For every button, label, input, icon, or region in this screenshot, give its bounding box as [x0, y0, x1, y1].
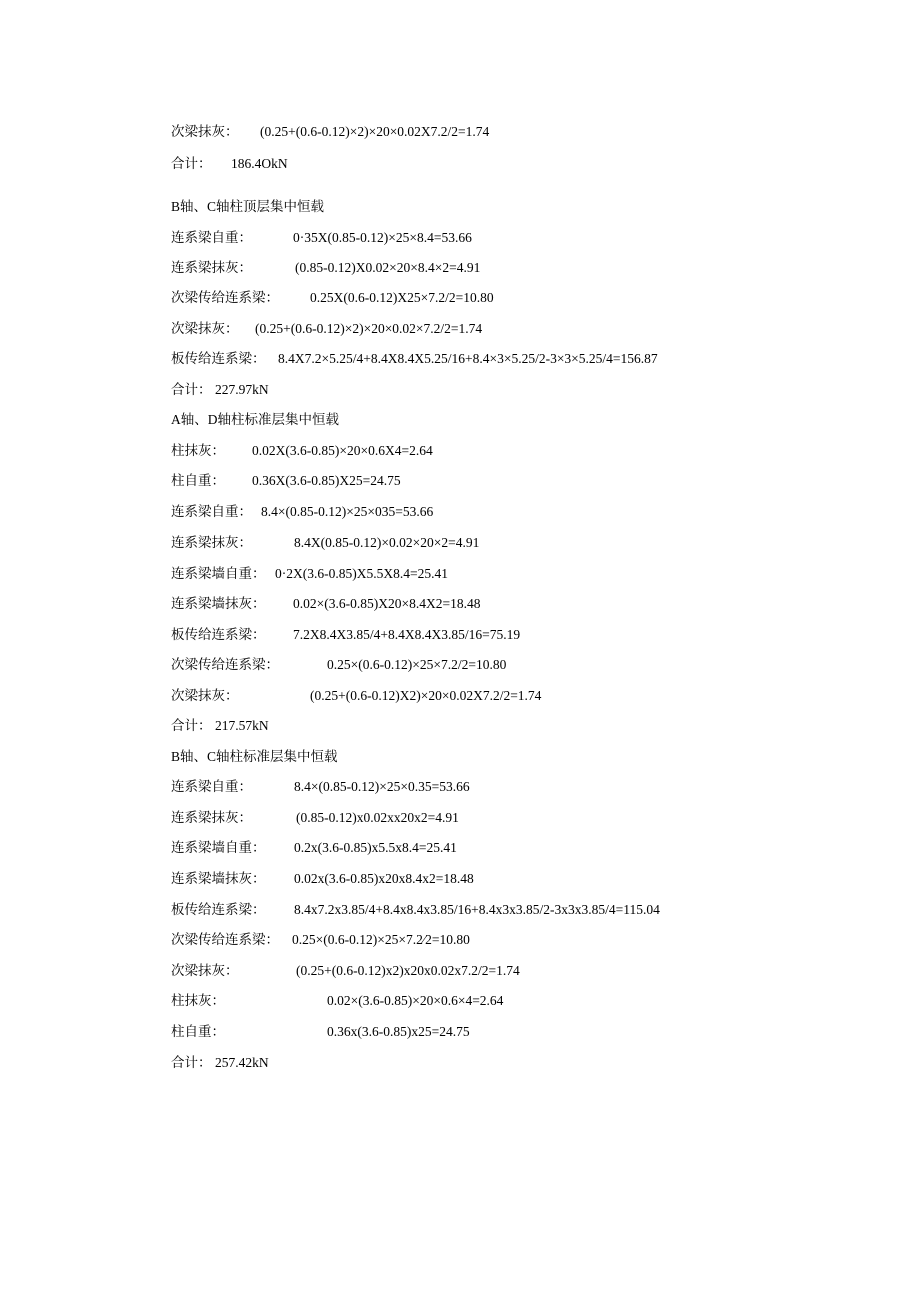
- load-formula: 8.4X7.2×5.25/4+8.4X8.4X5.25/16+8.4×3×5.25/2-3×3×5.25/4=156.87: [278, 351, 658, 366]
- load-formula: (0.25+(0.6-0.12)x2)x20x0.02x7.2/2=1.74: [296, 963, 520, 978]
- load-formula: 0.36X(3.6-0.85)X25=24.75: [252, 473, 401, 488]
- total-value: 186.4OkN: [231, 156, 288, 171]
- load-row: [171, 627, 520, 643]
- load-label: 连系梁自重：: [171, 779, 252, 794]
- load-label: 柱自重：: [171, 1024, 225, 1039]
- load-row: [171, 443, 433, 459]
- load-row: [171, 124, 489, 140]
- load-row: [171, 290, 494, 306]
- load-row: [171, 993, 503, 1009]
- load-row: [171, 566, 448, 582]
- load-row: [171, 535, 479, 551]
- load-label: 柱自重：: [171, 473, 225, 488]
- section-heading-bc-standard: [171, 749, 338, 765]
- load-formula: 8.4X(0.85-0.12)×0.02×20×2=4.91: [294, 535, 480, 550]
- total-label: 合计：: [171, 156, 212, 171]
- load-label: 连系梁墙自重：: [171, 840, 266, 855]
- load-label: 连系梁墙抹灰：: [171, 871, 266, 886]
- load-label: 连系梁抹灰：: [171, 810, 252, 825]
- load-row: [171, 260, 480, 276]
- load-formula: 0.25×(0.6-0.12)×25×7.2/2=10.80: [327, 657, 507, 672]
- load-label: 次梁传给连系梁：: [171, 657, 279, 672]
- load-formula: 0·35X(0.85-0.12)×25×8.4=53.66: [293, 230, 472, 245]
- load-row: [171, 688, 541, 704]
- load-formula: (0.25+(0.6-0.12)×2)×20×0.02X7.2/2=1.74: [260, 124, 490, 139]
- load-label: 连系梁自重：: [171, 230, 252, 245]
- load-row: [171, 871, 474, 887]
- total-value: 227.97kN: [215, 382, 269, 397]
- load-total-row: [171, 156, 288, 172]
- load-label: 次梁传给连系梁：: [171, 290, 279, 305]
- load-row: [171, 779, 470, 795]
- load-formula: 0.02x(3.6-0.85)x20x8.4x2=18.48: [294, 871, 474, 886]
- load-label: 次梁抹灰：: [171, 963, 239, 978]
- load-row: [171, 902, 660, 918]
- load-formula: 8.4×(0.85-0.12)×25×0.35=53.66: [294, 779, 470, 794]
- section-heading-ad-standard: [171, 412, 339, 428]
- load-row: [171, 1024, 470, 1040]
- section-heading-bc-top: [171, 199, 324, 215]
- load-row: [171, 840, 457, 856]
- load-formula: 0.2x(3.6-0.85)x5.5x8.4=25.41: [294, 840, 457, 855]
- load-label: 次梁抹灰：: [171, 321, 239, 336]
- load-row: [171, 504, 433, 520]
- load-formula: (0.25+(0.6-0.12)X2)×20×0.02X7.2/2=1.74: [310, 688, 542, 703]
- load-row: [171, 351, 658, 367]
- total-label: 合计：: [171, 718, 212, 733]
- load-label: 连系梁墙抹灰：: [171, 596, 266, 611]
- load-label: 次梁传给连系梁：: [171, 932, 279, 947]
- load-formula: 8.4x7.2x3.85/4+8.4x8.4x3.85/16+8.4x3x3.85/2-3x3x3.85/4=115.04: [294, 902, 660, 917]
- load-label: 连系梁抹灰：: [171, 535, 252, 550]
- load-total-row: [171, 718, 269, 734]
- load-formula: 7.2X8.4X3.85/4+8.4X8.4X3.85/16=75.19: [293, 627, 521, 642]
- load-row: [171, 932, 470, 948]
- load-formula: 0.02X(3.6-0.85)×20×0.6X4=2.64: [252, 443, 433, 458]
- load-row: [171, 473, 401, 489]
- load-formula: 0.36x(3.6-0.85)x25=24.75: [327, 1024, 470, 1039]
- load-row: [171, 810, 459, 826]
- load-row: [171, 321, 482, 337]
- total-value: 217.57kN: [215, 718, 269, 733]
- load-row: [171, 596, 480, 612]
- load-formula: (0.25+(0.6-0.12)×2)×20×0.02×7.2/2=1.74: [255, 321, 483, 336]
- total-label: 合计：: [171, 1055, 212, 1070]
- load-label: 连系梁抹灰：: [171, 260, 252, 275]
- load-formula: 0.02×(3.6-0.85)×20×0.6×4=2.64: [327, 993, 504, 1008]
- load-label: 次梁抹灰：: [171, 124, 239, 139]
- load-label: 连系梁自重：: [171, 504, 252, 519]
- load-formula: 0.25×(0.6-0.12)×25×7.2⁄2=10.80: [292, 932, 470, 947]
- load-total-row: [171, 382, 269, 398]
- total-value: 257.42kN: [215, 1055, 269, 1070]
- load-formula: 8.4×(0.85-0.12)×25×035=53.66: [261, 504, 434, 519]
- load-label: 柱抹灰：: [171, 443, 225, 458]
- section-heading: B轴、C轴柱顶层集中恒载: [171, 199, 325, 214]
- load-total-row: [171, 1055, 269, 1071]
- total-label: 合计：: [171, 382, 212, 397]
- load-label: 板传给连系梁：: [171, 902, 266, 917]
- load-formula: (0.85-0.12)X0.02×20×8.4×2=4.91: [295, 260, 481, 275]
- load-row: [171, 230, 472, 246]
- load-formula: 0.25X(0.6-0.12)X25×7.2/2=10.80: [310, 290, 494, 305]
- section-heading: B轴、C轴柱标准层集中恒载: [171, 749, 338, 764]
- load-formula: (0.85-0.12)x0.02xx20x2=4.91: [296, 810, 459, 825]
- load-label: 次梁抹灰：: [171, 688, 239, 703]
- load-label: 连系梁墙自重：: [171, 566, 266, 581]
- load-label: 板传给连系梁：: [171, 351, 266, 366]
- load-label: 板传给连系梁：: [171, 627, 266, 642]
- load-formula: 0·2X(3.6-0.85)X5.5X8.4=25.41: [275, 566, 448, 581]
- load-formula: 0.02×(3.6-0.85)X20×8.4X2=18.48: [293, 596, 481, 611]
- load-row: [171, 657, 506, 673]
- load-row: [171, 963, 520, 979]
- section-heading: A轴、D轴柱标准层集中恒载: [171, 412, 339, 427]
- load-label: 柱抹灰：: [171, 993, 225, 1008]
